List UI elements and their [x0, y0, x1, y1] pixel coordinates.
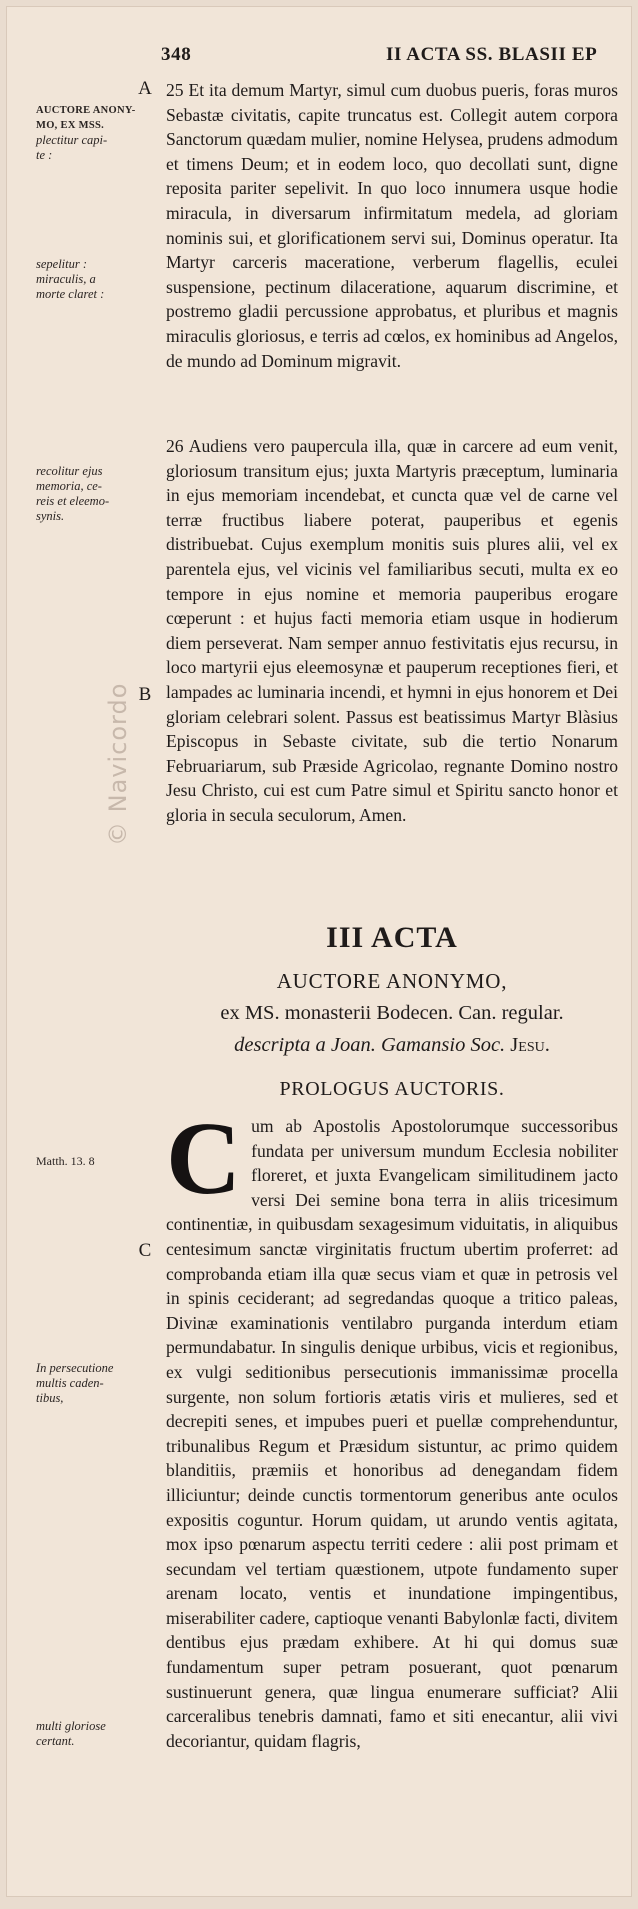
- prologue-text: C um ab Apostolis Apostolorumque successoribus fundata per universum mundum Ecclesia nobiliter floreret, et juxta Evangelicam similitudinem jacto versi Dei semine bona terra in aliis tricesimum continentiæ, in quibusdam sexagesimum viduitatis, in aliquibus centesimum sanctæ virginitatis fructum ubertim proferret: ad comprobanda etiam illa quæ secus viam et quæ in petrosis vel in spinis ceciderant; ad segredandas quoque a tritico paleas, Divinæ examinationis ventilabro purganda interdum etiam permundabatur. In singulis denique urbibus, vicis et regionibus, ex vulgi seditionibus persecutionis immanissimæ procella surgente, non solum fortioris ætatis viris et mulieres, sed et decrepiti senes, et impubes pueri et puellæ comprehenduntur, tribunalibus Regum et Præsidum sistuntur, ac primo quidem blanditiis, præmiis et honoribus ad denegandam fidem illiciuntur; deinde cunctis tormentorum generibus ante oculos expositis coguntur. Horum quidam, ut arundo ventis agitata, mox ipso pœnarum aspectu territi cedere : alii post primam et secundam vel tertiam quæstionem, utpote fundamento super arenam locato, ventis et inundatione impingentibus, miserabiliter cadere, captioque venanti Babylonlæ facti, divitem dentibus ejus prædam exhibere. At hi qui domus suæ fundamentum super petram posuerant, quot pœnarum sustinuerunt genera, quæ lingua enumerare sufficiat? Alii carceralibus tenebris damnati, famo et siti enecantur, alii vivi decoriantur, quidam flagris,: [166, 1101, 618, 1751]
- section-subtitle-descripta: descripta a Joan. Gamansio Soc. Jesu.: [234, 1034, 550, 1056]
- column-letter-b: B: [138, 684, 152, 705]
- section-title: III ACTA: [326, 921, 458, 954]
- margin-note-auctore: AUCTORE ANONY- MO, EX MSS. plectitur capi- te :: [36, 105, 136, 162]
- page-number: 348: [161, 44, 192, 65]
- margin-note-recolitur: recolitur ejus memoria, ce- reis et eleemo- synis.: [36, 464, 110, 523]
- column-letter-a: A: [138, 78, 152, 99]
- running-title: II ACTA SS. BLASII EP: [386, 44, 598, 65]
- book-page: [6, 6, 632, 1897]
- watermark: © Navicordo: [104, 682, 132, 846]
- dropcap-letter: C: [166, 1101, 242, 1216]
- margin-note-matth: Matth. 13. 8: [36, 1154, 95, 1168]
- margin-note-sepelitur: sepelitur : miraculis, a morte claret :: [36, 257, 105, 301]
- running-header: [161, 44, 632, 68]
- paragraph-26: 26 Audiens vero paupercula illa, quæ in carcere ad eum venit, gloriosum transitum ejus; juxta Martyris præceptum, luminaria in ejus memoriam incendebat, et cuncta quæ vel de carne vel terræ fructibus liabere poterat, pauperibus et egenis distribuebat. Cujus exemplum monitis suis plures alii, vel ex parentela ejus, vel vicinis vel familiaribus secuti, multa ex eo tempore in ejus nomine et memoria pauperibus erogare cœperunt : et hujus facti memoria etiam usque in hodierum diem perseverat. Nam semper annuo festivitatis ejus recursu, in loco martyrii ejus eleemosynæ et pauperum receptiones fieri, et lampades ac luminaria incendi, et hymni in ejus honorem et Dei gloriam celebrari solent. Passus est beatissimus Martyr Blàsius Episcopus in Sebaste civitate, sub die tertio Nonarum Februariarum, sub Præside Agricolao, regnante Domino nostro Jesu Christo, cui est cum Patre simul et Spiritu sancto honor et gloria in secula seculorum, Amen.: [166, 436, 618, 825]
- paragraph-25: 25 Et ita demum Martyr, simul cum duobus pueris, foras muros Sebastæ civitatis, capite truncatus est. Collegit autem corpora Sanctorum quædam mulier, nomine Helysea, prudens admodum et timens Deum; et in eodem loco, quo decollati sunt, digne reposita pariter sepelivit. In quo loco innumera usque hodie miracula, in diversarum infirmitatum medela, ad gloriam nominis sui, et glorificationem servi sui, Dominus operatur. Ita Martyr carceris maceratione, verberum flagellis, eculei suspensione, pectinum dilaceratione, aquarum discrimine, et postremo gladii percussione approbatus, et pluribus et magnis miraculis gloriosus, e terris ad cœlos, ex hominibus ad Angelos, de mundo ad Dominum migravit.: [166, 80, 618, 371]
- section-subtitle-author: AUCTORE ANONYMO,: [276, 969, 508, 993]
- column-letter-c: C: [138, 1240, 152, 1261]
- prologue-heading: PROLOGUS AUCTORIS.: [279, 1078, 505, 1100]
- margin-note-persecutione: In persecutione multis caden- tibus,: [36, 1361, 114, 1405]
- margin-note-gloriose: multi gloriose certant.: [36, 1719, 106, 1748]
- section-subtitle-manuscript: ex MS. monasterii Bodecen. Can. regular.: [220, 1002, 564, 1024]
